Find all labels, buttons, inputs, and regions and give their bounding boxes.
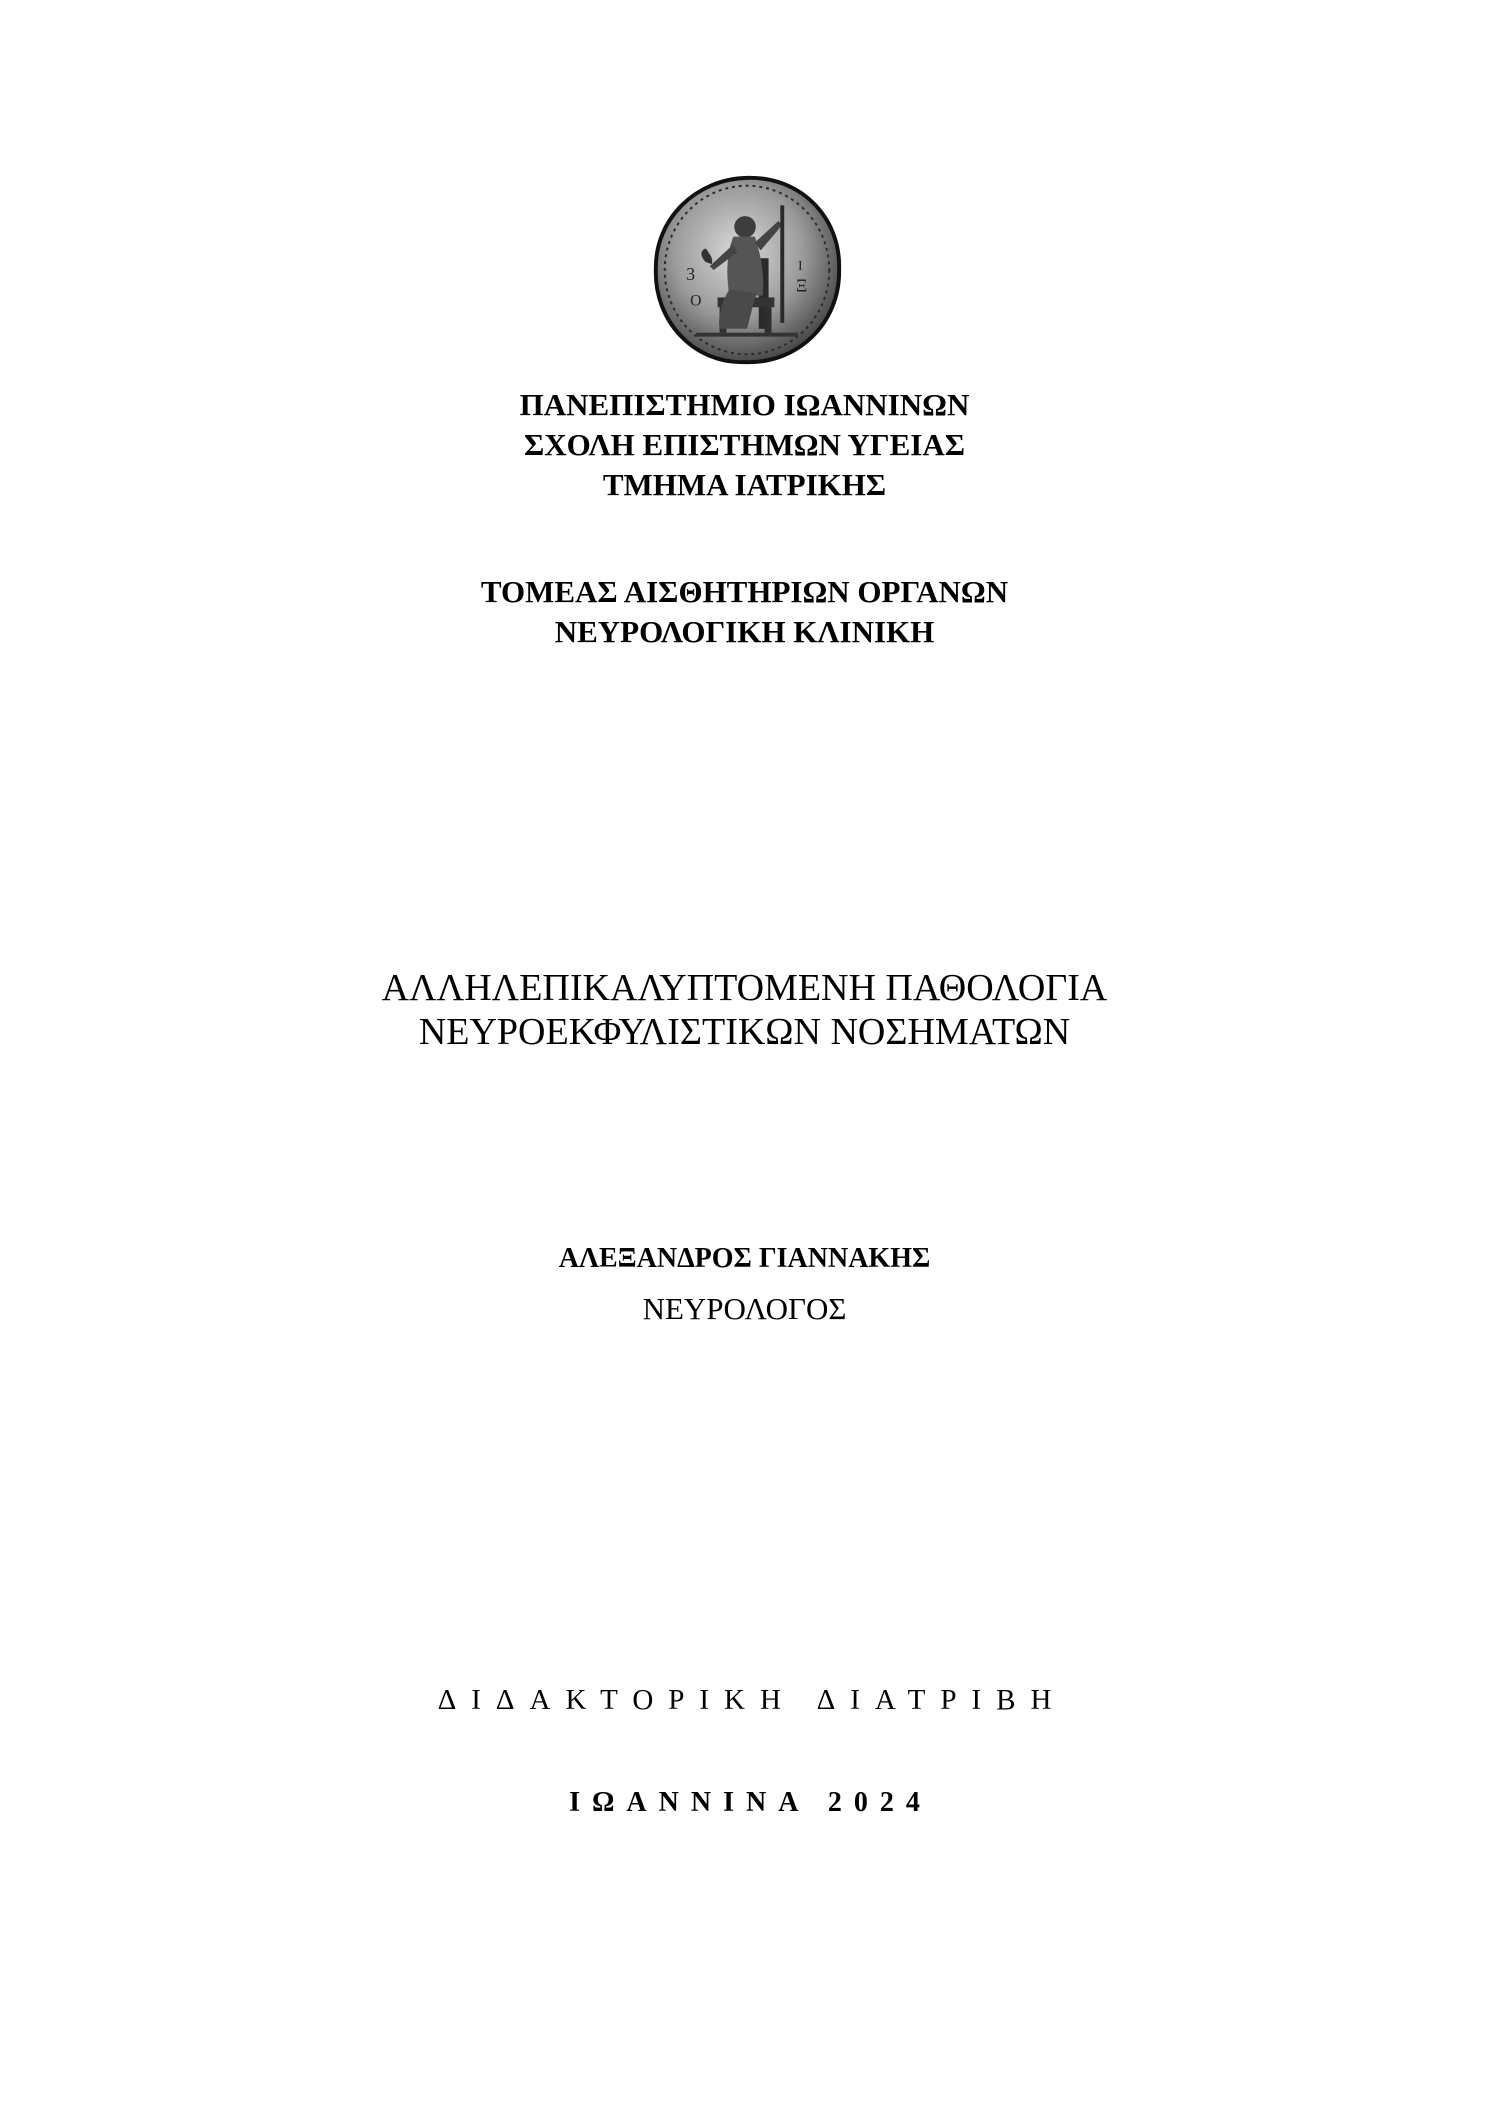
place-and-year: ΙΩΑΝΝΙΝΑ 2024 bbox=[569, 1787, 932, 1818]
svg-text:Ξ: Ξ bbox=[796, 275, 808, 296]
thesis-title-line-2: ΝΕΥΡΟΕΚΦΥΛΙΣΤΙΚΩΝ ΝΟΣΗΜΑΤΩΝ bbox=[418, 1011, 1071, 1053]
school-name: ΣΧΟΛΗ ΕΠΙΣΤΗΜΩΝ ΥΓΕΙΑΣ bbox=[523, 427, 966, 462]
author-name: ΑΛΕΞΑΝΔΡΟΣ ΓΙΑΝΝΑΚΗΣ bbox=[558, 1243, 931, 1274]
author-profession: ΝΕΥΡΟΛΟΓΟΣ bbox=[642, 1291, 847, 1326]
sector-heading bbox=[0, 572, 1489, 652]
thesis-type: ΔΙΔΑΚΤΟΡΙΚΗ ΔΙΑΤΡΙΒΗ bbox=[437, 1684, 1067, 1716]
thesis-title-line-1: ΑΛΛΗΛΕΠΙΚΑΛΥΠΤΟΜΕΝΗ ΠΑΘΟΛΟΓΙΑ bbox=[381, 967, 1108, 1009]
university-name: ΠΑΝΕΠΙΣΤΗΜΙΟ ΙΩΑΝΝΙΝΩΝ bbox=[519, 387, 970, 422]
university-seal-icon bbox=[649, 172, 845, 368]
svg-text:3: 3 bbox=[686, 263, 696, 284]
sector-name: ΤΟΜΕΑΣ ΑΙΣΘΗΤΗΡΙΩΝ ΟΡΓΑΝΩΝ bbox=[480, 574, 1009, 609]
clinic-name: ΝΕΥΡΟΛΟΓΙΚΗ ΚΛΙΝΙΚΗ bbox=[554, 614, 935, 649]
thesis-title bbox=[0, 966, 1489, 1054]
department-name: ΤΜΗΜΑ ΙΑΤΡΙΚΗΣ bbox=[602, 467, 887, 502]
institution-heading bbox=[0, 385, 1489, 505]
svg-text:I: I bbox=[797, 258, 803, 273]
svg-text:O: O bbox=[690, 292, 702, 310]
